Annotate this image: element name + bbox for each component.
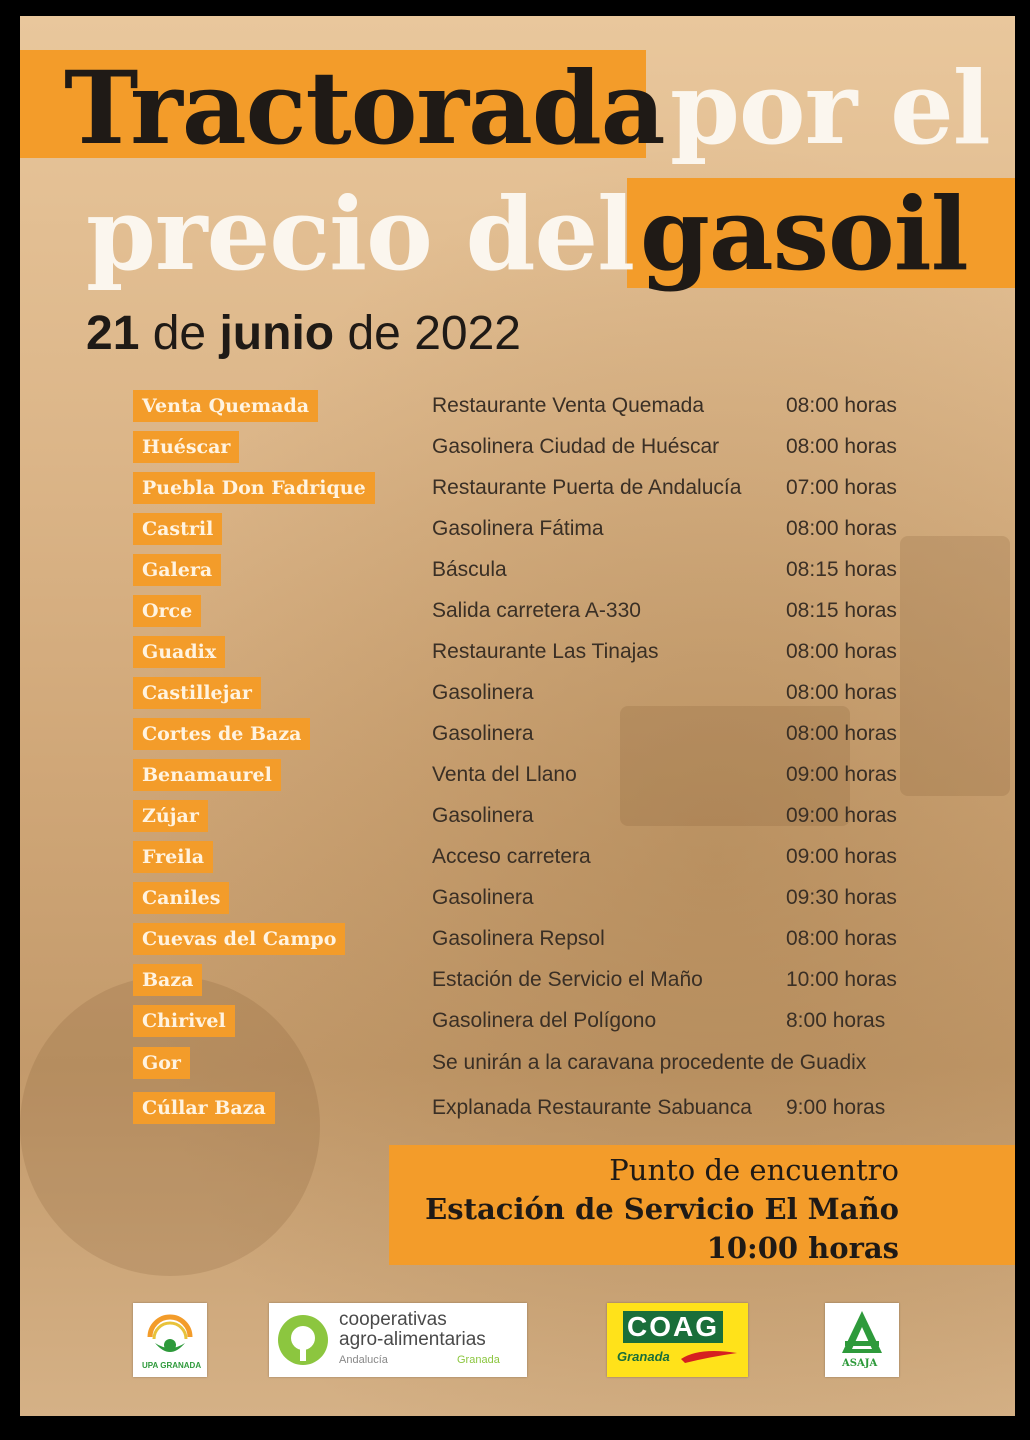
departure-time: 08:15 horas	[786, 599, 897, 622]
departure-time: 08:00 horas	[786, 435, 897, 458]
meeting-place: Gasolinera	[432, 886, 534, 909]
schedule-row	[20, 390, 1015, 424]
title-word-tractorada: Tractorada	[64, 49, 665, 167]
meeting-place: Se unirán a la caravana procedente de Guadix	[432, 1051, 867, 1074]
departure-time: 07:00 horas	[786, 476, 897, 499]
meeting-place: Explanada Restaurante Sabuanca	[432, 1096, 752, 1119]
cooperativas-line2: agro-alimentarias	[339, 1329, 486, 1350]
departure-time: 08:00 horas	[786, 681, 897, 704]
schedule-row	[20, 554, 1015, 588]
town-label: Zújar	[133, 800, 208, 832]
schedule-row	[20, 1092, 1015, 1126]
meeting-place: Gasolinera Ciudad de Huéscar	[432, 435, 720, 458]
schedule-row	[20, 431, 1015, 465]
schedule-row	[20, 595, 1015, 629]
date-day: 21	[86, 307, 140, 360]
cooperativas-logo	[269, 1303, 527, 1377]
coag-logo-text: COAG	[623, 1311, 723, 1343]
meeting-place: Báscula	[432, 558, 507, 581]
cooperativas-line1: cooperativas	[339, 1309, 447, 1330]
title-words-precio-del: precio del	[86, 175, 635, 293]
date-year: 2022	[414, 307, 521, 360]
town-label: Galera	[133, 554, 221, 586]
departure-time: 08:00 horas	[786, 927, 897, 950]
poster	[20, 16, 1015, 1416]
meeting-point-time: 10:00 horas	[706, 1231, 899, 1265]
coag-logo-sub: Granada	[617, 1349, 670, 1364]
event-date	[86, 306, 521, 361]
town-label: Caniles	[133, 882, 229, 914]
town-label: Cúllar Baza	[133, 1092, 275, 1124]
meeting-point-box	[389, 1145, 1015, 1265]
town-label: Venta Quemada	[133, 390, 318, 422]
departure-time: 8:00 horas	[786, 1009, 886, 1032]
asaja-logo	[825, 1303, 899, 1377]
schedule-row	[20, 513, 1015, 547]
schedule-row	[20, 800, 1015, 834]
meeting-place: Gasolinera	[432, 681, 534, 704]
meeting-place: Acceso carretera	[432, 845, 591, 868]
town-label: Guadix	[133, 636, 225, 668]
departure-time: 08:00 horas	[786, 640, 897, 663]
meeting-place: Gasolinera	[432, 804, 534, 827]
town-label: Castril	[133, 513, 222, 545]
meeting-place: Gasolinera del Polígono	[432, 1009, 657, 1032]
departure-time: 08:00 horas	[786, 394, 897, 417]
departure-time: 08:15 horas	[786, 558, 897, 581]
date-month: junio	[219, 307, 335, 360]
meeting-place: Gasolinera Fátima	[432, 517, 604, 540]
departure-time: 9:00 horas	[786, 1096, 886, 1119]
coag-brushstroke-icon	[679, 1345, 739, 1365]
schedule-row	[20, 759, 1015, 793]
schedule-row	[20, 882, 1015, 916]
departure-time: 09:00 horas	[786, 763, 897, 786]
title-word-gasoil: gasoil	[640, 175, 968, 293]
town-label: Orce	[133, 595, 201, 627]
cooperativas-emblem-icon	[273, 1303, 333, 1377]
town-label: Huéscar	[133, 431, 239, 463]
schedule-row	[20, 677, 1015, 711]
schedule-row	[20, 472, 1015, 506]
cooperativas-region: Andalucía	[339, 1354, 388, 1366]
schedule-row	[20, 1047, 1015, 1081]
departure-time: 09:00 horas	[786, 804, 897, 827]
upa-logo	[133, 1303, 207, 1377]
town-label: Chirivel	[133, 1005, 235, 1037]
departure-time: 08:00 horas	[786, 517, 897, 540]
departure-time: 08:00 horas	[786, 722, 897, 745]
meeting-place: Restaurante Las Tinajas	[432, 640, 659, 663]
asaja-logo-text: ASAJA	[842, 1358, 878, 1369]
meeting-place: Estación de Servicio el Maño	[432, 968, 703, 991]
meeting-place: Gasolinera Repsol	[432, 927, 605, 950]
town-label: Freila	[133, 841, 213, 873]
schedule-row	[20, 841, 1015, 875]
meeting-place: Salida carretera A-330	[432, 599, 641, 622]
town-label: Cuevas del Campo	[133, 923, 345, 955]
title-words-por-el: por el	[670, 49, 990, 167]
town-label: Cortes de Baza	[133, 718, 310, 750]
schedule-row	[20, 964, 1015, 998]
cooperativas-province: Granada	[457, 1354, 500, 1366]
date-de: de	[347, 307, 401, 360]
meeting-place: Restaurante Venta Quemada	[432, 394, 705, 417]
coag-logo	[607, 1303, 748, 1377]
departure-time: 09:30 horas	[786, 886, 897, 909]
departure-time: 09:00 horas	[786, 845, 897, 868]
town-label: Benamaurel	[133, 759, 281, 791]
meeting-point-label: Punto de encuentro	[609, 1153, 899, 1187]
date-de: de	[152, 307, 207, 360]
schedule-row	[20, 718, 1015, 752]
town-label: Baza	[133, 964, 202, 996]
meeting-place: Gasolinera	[432, 722, 534, 745]
town-label: Gor	[133, 1047, 190, 1079]
schedule-row	[20, 923, 1015, 957]
schedule-row	[20, 1005, 1015, 1039]
upa-logo-text: UPA GRANADA	[142, 1361, 202, 1370]
schedule-row	[20, 636, 1015, 670]
meeting-place: Venta del Llano	[432, 763, 577, 786]
meeting-point-place: Estación de Servicio El Maño	[425, 1192, 899, 1226]
town-label: Puebla Don Fadrique	[133, 472, 375, 504]
town-label: Castillejar	[133, 677, 261, 709]
departure-time: 10:00 horas	[786, 968, 897, 991]
meeting-place: Restaurante Puerta de Andalucía	[432, 476, 742, 499]
